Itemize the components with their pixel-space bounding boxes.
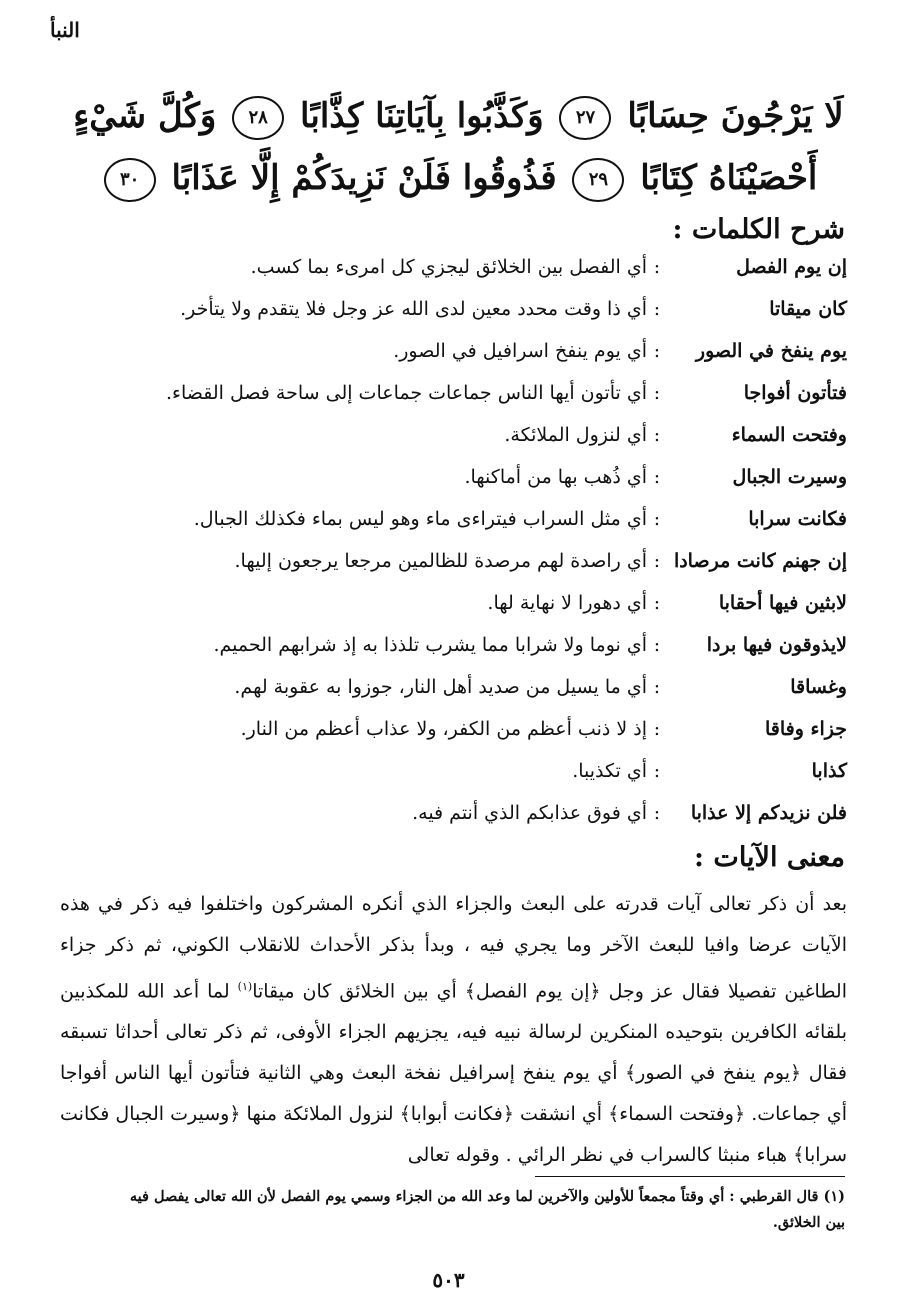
vocab-term: يوم ينفخ في الصور [695, 340, 847, 362]
vocab-definition: أي تكذيبا. [572, 760, 647, 782]
quran-verse-line-2 [60, 146, 857, 210]
ayah-number-marker: ٢٧ [559, 96, 611, 140]
vocab-entry [70, 340, 847, 382]
footnote-divider [535, 1176, 845, 1177]
verse-text: لَا يَرْجُونَ حِسَابًا [627, 96, 844, 136]
meaning-paragraph [60, 884, 847, 1176]
footnote-reference: (١) [237, 980, 253, 993]
ayah-number-marker: ٢٩ [572, 158, 624, 202]
vocab-term: فتأتون أفواجا [743, 382, 847, 404]
page-number: ٥٠٣ [432, 1268, 465, 1292]
vocab-list [70, 256, 847, 844]
footnote [62, 1184, 845, 1236]
vocab-entry [70, 550, 847, 592]
vocab-separator: : [653, 802, 661, 824]
vocab-separator: : [653, 592, 661, 614]
vocab-definition: أي لنزول الملائكة. [504, 424, 647, 446]
vocab-definition: إذ لا ذنب أعظم من الكفر، ولا عذاب أعظم من النار. [240, 718, 647, 740]
vocab-entry [70, 718, 847, 760]
surah-running-header: النبأ [50, 18, 80, 42]
vocab-term: لابثين فيها أحقابا [718, 592, 847, 614]
vocab-separator: : [653, 718, 661, 740]
verse-text: وَكَذَّبُوا بِآيَاتِنَا كِذَّابًا [300, 96, 544, 136]
vocab-term: كذابا [811, 760, 847, 782]
vocab-entry [70, 466, 847, 508]
vocab-definition: أي فوق عذابكم الذي أنتم فيه. [412, 802, 647, 824]
vocab-term: وفتحت السماء [731, 424, 847, 446]
vocab-definition: أي راصدة لهم مرصدة للظالمين مرجعا يرجعون إليها. [234, 550, 647, 572]
vocab-term: كان ميقاتا [769, 298, 847, 320]
vocab-term: إن جهنم كانت مرصادا [673, 550, 847, 572]
vocab-separator: : [653, 424, 661, 446]
vocab-separator: : [653, 760, 661, 782]
vocab-entry [70, 256, 847, 298]
vocab-separator: : [653, 676, 661, 698]
vocab-term: فكانت سرابا [748, 508, 847, 530]
vocab-entry [70, 298, 847, 340]
vocab-term: جزاء وفاقا [765, 718, 847, 740]
vocab-entry [70, 676, 847, 718]
vocab-separator: : [653, 634, 661, 656]
meaning-section-title: معنى الآيات : [694, 842, 845, 873]
footnote-line: (١) قال القرطبي : أي وقتاً مجمعاً للأولين والآخرين لما وعد الله من الجزاء وسمي يوم الفصل لأن الله تعالى يفصل فيه [129, 1188, 845, 1205]
vocab-definition: أي ذُهب بها من أماكنها. [464, 466, 647, 488]
footnote-line: بين الخلائق. [772, 1214, 845, 1231]
quran-verse-line-1 [60, 84, 857, 148]
vocab-entry [70, 634, 847, 676]
vocab-term: إن يوم الفصل [736, 256, 847, 278]
verse-text: وَكُلَّ شَيْءٍ [73, 96, 217, 136]
vocab-entry [70, 424, 847, 466]
vocab-entry [70, 382, 847, 424]
vocab-separator: : [653, 256, 661, 278]
vocab-section-title: شرح الكلمات : [672, 214, 845, 245]
vocab-entry [70, 760, 847, 802]
vocab-separator: : [653, 550, 661, 572]
vocab-separator: : [653, 508, 661, 530]
vocab-separator: : [653, 340, 661, 362]
paragraph-text: بعد أن ذكر تعالى آيات قدرته على البعث والجزاء الذي أنكره المشركون واختلفوا فيه ذكر في هذه الآيات عرضا وافيا للبعث الآخر وما يجري فيه ، وبدأ بذكر الأحداث للانقلاب الكوني، ثم ذكر جزاء الطاغين تفصيلا فقال عز وجل ﴿إن يوم الفصل﴾ أي بين الخلائق كان ميقاتا [60, 893, 847, 1003]
vocab-term: وغساقا [790, 676, 847, 698]
vocab-definition: أي ما يسيل من صديد أهل النار، جوزوا به عقوبة لهم. [234, 676, 647, 698]
verse-text: أَحْصَيْنَاهُ كِتَابًا [640, 158, 818, 198]
vocab-definition: أي يوم ينفخ اسرافيل في الصور. [393, 340, 647, 362]
vocab-term: لايذوقون فيها بردا [706, 634, 847, 656]
vocab-entry [70, 592, 847, 634]
ayah-number-marker: ٢٨ [232, 96, 284, 140]
vocab-entry [70, 802, 847, 844]
vocab-definition: أي الفصل بين الخلائق ليجزي كل امرىء بما كسب. [250, 256, 647, 278]
vocab-definition: أي تأتون أيها الناس جماعات جماعات إلى ساحة فصل القضاء. [165, 382, 647, 404]
vocab-definition: أي ذا وقت محدد معين لدى الله عز وجل فلا يتقدم ولا يتأخر. [180, 298, 647, 320]
vocab-separator: : [653, 298, 661, 320]
vocab-term: فلن نزيدكم إلا عذابا [690, 802, 847, 824]
vocab-separator: : [653, 466, 661, 488]
paragraph-text: لما أعد الله للمكذبين بلقائه الكافرين بتوحيده المنكرين لرسالة نبيه فيه، يجزيهم الجزاء الأوفى، ثم ذكر تعالى أحداثا تسبقه فقال ﴿يوم ينفخ في الصور﴾ أي يوم ينفخ إسرافيل نفخة البعث وهي الثانية فتأتون أيها الناس أفواجا أي جماعات. ﴿وفتحت السماء﴾ أي انشقت ﴿فكانت أبوابا﴾ لنزول الملائكة منها ﴿وسيرت الجبال فكانت سرابا﴾ هباء منبثا كالسراب في نظر الرائي . وقوله تعالى [60, 980, 847, 1167]
vocab-definition: أي مثل السراب فيتراءى ماء وهو ليس بماء فكذلك الجبال. [193, 508, 647, 530]
vocab-entry [70, 508, 847, 550]
vocab-definition: أي نوما ولا شرابا مما يشرب تلذذا به إذ شرابهم الحميم. [213, 634, 647, 656]
vocab-term: وسيرت الجبال [732, 466, 847, 488]
verse-text: فَذُوقُوا فَلَنْ نَزِيدَكُمْ إِلَّا عَذَابًا [171, 158, 557, 198]
vocab-definition: أي دهورا لا نهاية لها. [487, 592, 647, 614]
ayah-number-marker: ٣٠ [104, 158, 156, 202]
vocab-separator: : [653, 382, 661, 404]
